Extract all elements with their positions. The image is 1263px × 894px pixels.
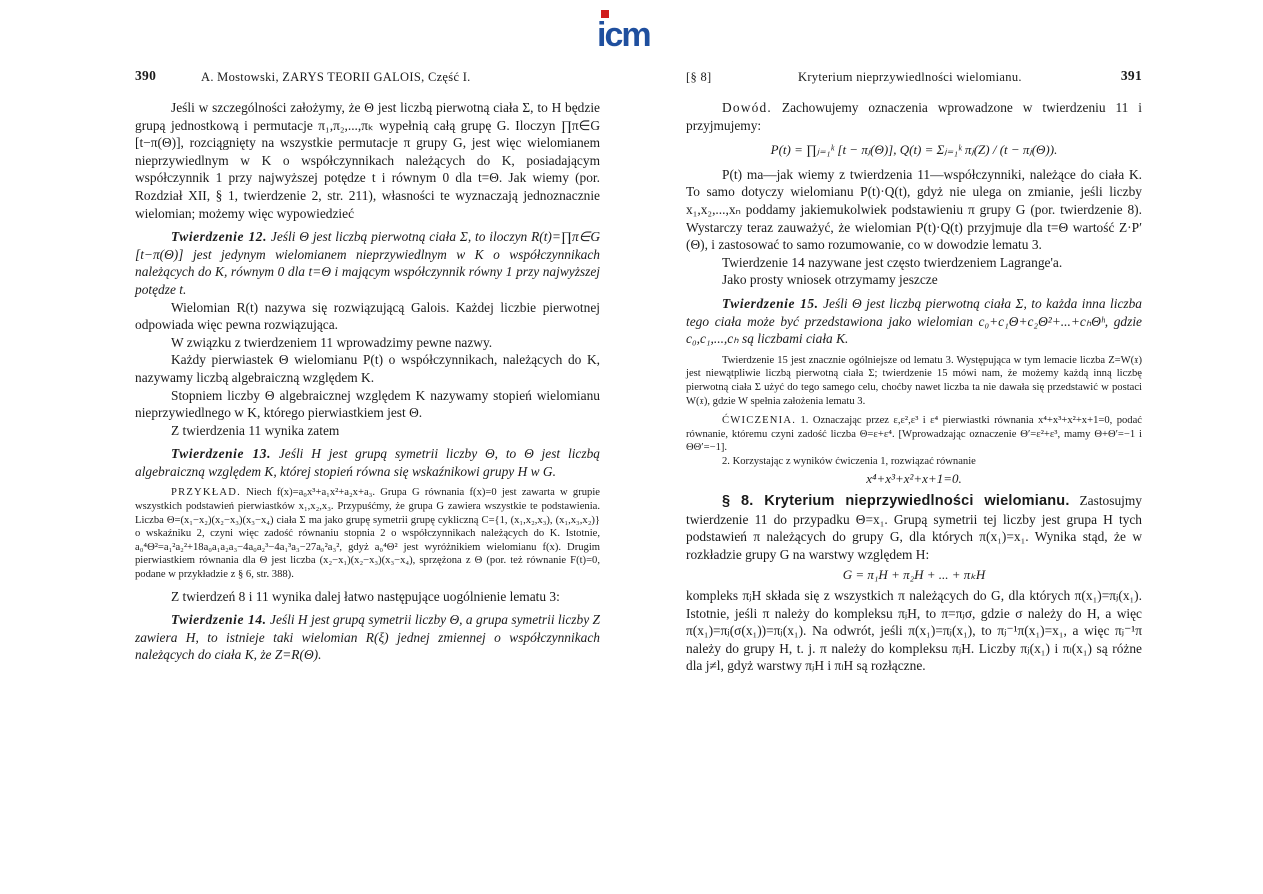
right-page [686, 68, 1142, 675]
left-paragraph-1: Jeśli w szczególności założymy, że Θ jest liczbą pierwotną ciała Σ, to H będzie grupą jednostkową i permutacje π₁,π₂,...,πₖ wypełnią całą grupę G. Iloczyn ∏π∈G [t−π(Θ)], rozciągnięty na wszystkie permutacje π grupy G, jest więc wielomianem nieprzywiedlnym w K o współczynnikach należących do K, posiadającym współczynnik 1 przy najwyższej potędze t i równym 0 dla t=Θ. Jak wiemy (por. Rozdział XII, § 1, twierdzenie 2, str. 211), własności te wyznaczają jednoznacznie wielomian; możemy więc wypowiedzieć [135, 100, 600, 221]
right-running-head [686, 68, 1142, 90]
formula-pq: P(t) = ∏ⱼ₌₁ᵏ [t − πⱼ(Θ)], Q(t) = Σⱼ₌₁ᵏ πⱼ(Z) / (t − πⱼ(Θ)). [770, 142, 1058, 158]
exercise-2: 2. Korzystając z wyników ćwiczenia 1, rozwiązać równanie [722, 455, 976, 467]
example: PRZYKŁAD. Niech f(x)=a₀x³+a₁x²+a₂x+a₃. Grupa G równania f(x)=0 jest zawarta w grupie wszystkich podstawień pierwiastków x₁,x₂,x₃. Przypuśćmy, że grupa G zawiera wszystkie te podstawienia. Liczba Θ=(x₁−x₂)(x₂−x₃)(x₃−x₄) ciała Σ ma jako grupę symetrii grupę cykliczną C={1, (x₁,x₂,x₃), (x₁,x₃,x₂)} o wskaźniku 2, czyni więc zadość równaniu stopnia 2 o współczynnikach należących do K. Istotnie, a₀⁴Θ²=a₁²a₂²+18a₀a₁a₂a₃−4a₀a₂³−4a₁³a₃−27a₀²a₃², gdyż a₀⁴Θ² jest wyróżnikiem wielomianu f(x). Drugim pierwiastkiem równania dla Θ jest liczba (x₂−x₁)(x₂−x₃)(x₃−x₄), sprzężona z Θ (por. też równanie F(t)=0, podane w przykładzie z § 6, str. 388). [135, 487, 600, 581]
proof-intro: Dowód. Zachowujemy oznaczenia wprowadzone w twierdzeniu 11 i przyjmujemy: [686, 100, 1142, 133]
left-paragraph-7: Z twierdzeń 8 i 11 wynika dalej łatwo następujące uogólnienie lematu 3: [171, 588, 560, 604]
left-header-title: A. Mostowski, ZARYS TEORII GALOIS, Część I. [201, 70, 471, 84]
left-paragraph-2: Wielomian R(t) nazywa się rozwiązującą Galois. Każdej liczbie pierwotnej odpowiada więc pewna rozwiązująca. [135, 299, 600, 333]
exercise-equation: x⁴+x³+x²+x+1=0. [866, 471, 962, 487]
exercise-1: ĆWICZENIA. 1. Oznaczając przez ε,ε²,ε³ i ε⁴ pierwiastki równania x⁴+x³+x²+x+1=0, podać równanie, któremu czyni zadość liczba Θ=ε+ε⁴. [Wprowadzając oznaczenie Θ′=ε²+ε³, mamy Θ+Θ′=−1 i ΘΘ′=−1]. [686, 415, 1142, 454]
left-paragraph-6: Z twierdzenia 11 wynika zatem [171, 422, 340, 438]
right-page-number: 391 [1120, 68, 1142, 83]
right-section-tag: [§ 8] [686, 70, 712, 84]
theorem-14: Twierdzenie 14. Jeśli H jest grupą symetrii liczby Θ, a grupa symetrii liczby Z zawiera H, to istnieje taki wielomian R(ξ) jednej zmiennej o współczynnikach należących do ciała K, że Z=R(Θ). [135, 612, 600, 663]
remark: Twierdzenie 15 jest znacznie ogólniejsze od lematu 3. Występująca w tym lemacie liczba Z=W(𝔵) jest niewątpliwie liczbą pierwotną ciała Σ; twierdzenie 15 mówi nam, że możemy każdą inną liczbę pierwotną ciała Σ użyć do tego samego celu, choćby nawet liczba ta nie dawała się przedstawić w postaci W(𝔵), gdzie W spełnia założenia lematu 3. [686, 354, 1142, 407]
right-paragraph-3: Jako prosty wniosek otrzymamy jeszcze [722, 272, 938, 288]
left-page-number: 390 [135, 68, 157, 83]
left-page [135, 68, 600, 664]
left-paragraph-4: Każdy pierwiastek Θ wielomianu P(t) o współczynnikach, należących do K, nazywamy liczbą algebraiczną względem K. [135, 352, 600, 385]
icm-logo [597, 12, 665, 54]
theorem-15: Twierdzenie 15. Jeśli Θ jest liczbą pierwotną ciała Σ, to każda inna liczba tego ciała może być przedstawiona jako wielomian c₀+c₁Θ+c₂Θ²+...+cₕΘʰ, gdzie c₀,c₁,...,cₕ są liczbami ciała K. [686, 295, 1142, 347]
right-final-paragraph: kompleks πⱼH składa się z wszystkich π należących do G, dla których π(x₁)=πⱼ(x₁). Istotnie, jeśli π należy do kompleksu πⱼH, to π=πⱼσ, gdzie σ należy do H, a więc π(x₁)=πⱼ(σ(x₁))=πⱼ(x₁). Na odwrót, jeśli π(x₁)=πⱼ(x₁), to πⱼ⁻¹π(x₁)=x₁, a więc πⱼ⁻¹π należy do grupy H, t. j. π należy do kompleksu πⱼH. Liczby πⱼ(x₁) i πₗ(x₁) są różne dla j≠l, gdyż warstwy πⱼH i πₗH są rozłączne. [686, 588, 1142, 674]
right-paragraph-2: Twierdzenie 14 nazywane jest często twierdzeniem Lagrange'a. [722, 254, 1063, 270]
logo-text: icm [597, 16, 650, 54]
left-paragraph-5: Stopniem liczby Θ algebraicznej względem K nazywamy stopień wielomianu nieprzywiedlnego w K, którego pierwiastkiem jest Θ. [135, 387, 600, 421]
theorem-12: Twierdzenie 12. Jeśli Θ jest liczbą pierwotną ciała Σ, to iloczyn R(t)=∏π∈G [t−π(Θ)] jest jedynym wielomianem nieprzywiedlnym w K o współczynnikach należących do K, równym 0 dla t=Θ i mającym współczynnik równy 1 przy najwyższej potędze t. [135, 229, 600, 297]
section-8: § 8. Kryterium nieprzywiedlności wielomianu. Zastosujmy twierdzenie 11 do przypadku Θ=x₁. Grupą symetrii tej liczby jest grupa H tych podstawień π należących do grupy G, dla których π(x₁)=x₁. Wynika stąd, że w rozkładzie grupy G na warstwy względem H: [686, 493, 1142, 562]
left-paragraph-3: W związku z twierdzeniem 11 wprowadzimy pewne nazwy. [171, 334, 493, 350]
formula-coset: G = π₁H + π₂H + ... + πₖH [842, 567, 986, 583]
right-header-title: Kryterium nieprzywiedlności wielomianu. [798, 70, 1022, 84]
left-running-head [135, 68, 600, 90]
right-paragraph-1: P(t) ma—jak wiemy z twierdzenia 11—współczynniki, należące do ciała K. To samo dotyczy wielomianu P(t)·Q(t), gdyż nie ulega on zmianie, jeśli liczby x₁,x₂,...,xₙ poddamy jakiemukolwiek podstawieniu π grupy G (por. twierdzenie 8). Wystarczy teraz zauważyć, że wielomian P(t)·Q(t) przyjmuje dla t=Θ wartość Z·P′(Θ), i zastosować to samo rozumowanie, co w dowodzie lematu 3. [686, 166, 1142, 253]
theorem-13: Twierdzenie 13. Jeśli H jest grupą symetrii liczby Θ, to Θ jest liczbą algebraiczną względem K, której stopień równa się wskaźnikowi grupy H w G. [135, 446, 600, 479]
